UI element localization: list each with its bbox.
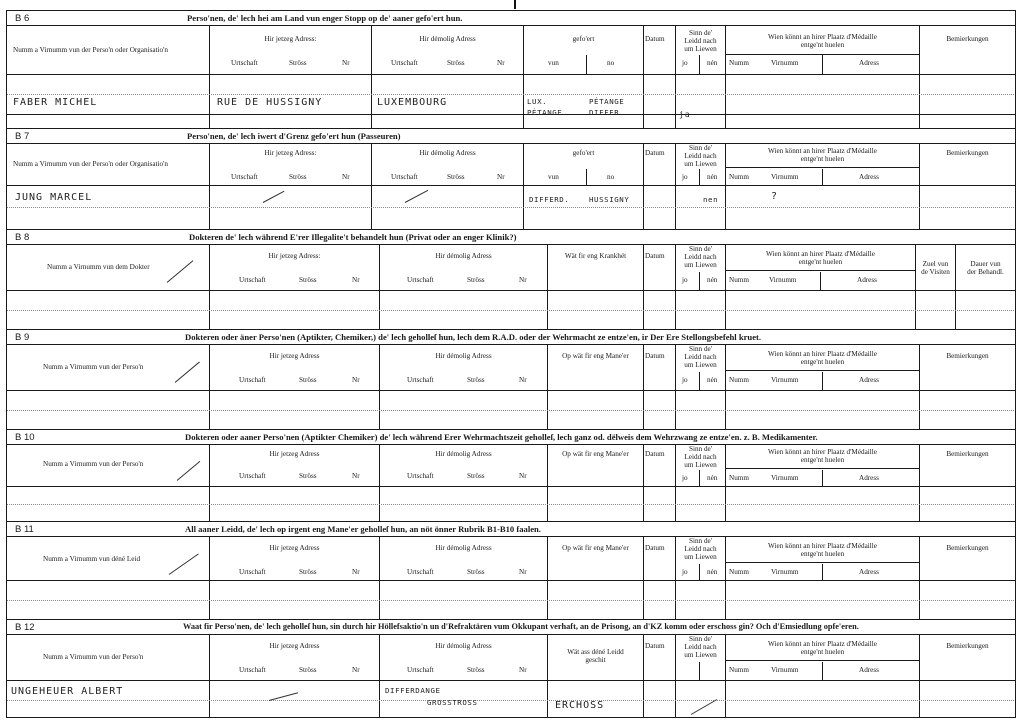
col-no: nén <box>707 376 718 384</box>
col-firstname: Virnumm <box>771 666 799 674</box>
col-street: Ströss <box>467 666 485 674</box>
col-surname: Numm <box>729 376 749 384</box>
col-to: no <box>607 173 615 181</box>
entry-alive: ja <box>679 110 691 119</box>
col-alive-1: Sinn de' <box>688 635 713 643</box>
col-current-address: Hir jetzeg Adress: <box>268 252 321 260</box>
col-nr: Nr <box>352 376 360 384</box>
col-person-name: Numm a Virnumm vun déné Leid <box>43 555 141 563</box>
col-locality: Urtschaft <box>239 568 266 576</box>
col-alive-1: Sinn de' <box>688 345 713 353</box>
col-address: Adress <box>859 173 879 181</box>
col-no: nén <box>707 276 718 284</box>
pen-stroke <box>167 260 194 283</box>
col-nr: Nr <box>497 173 505 181</box>
section-title: All aaner Leidd, de' lech op irgent eng Mane'er geholleſ hun, an nöt önner Rubrik B1-B10 faalen. <box>185 524 541 534</box>
col-alive-2: Leidd nach <box>684 253 717 261</box>
col-locality: Urtschaft <box>239 276 266 284</box>
col-former-address: Hir démolig Adress <box>435 252 492 260</box>
section-title: Dokteren de' lech während E'rer Illegalite't behandelt hun (Privat oder an enger Klinik?) <box>189 232 517 242</box>
col-remarks: Bemierkungen <box>946 544 989 552</box>
col-yes: jo <box>682 173 688 181</box>
col-manner: Op wät fir eng Mane'er <box>562 352 629 360</box>
col-manner: Op wät fir eng Mane'er <box>562 450 629 458</box>
col-locality: Urtschaft <box>391 173 418 181</box>
col-former-address: Hir démolig Adress <box>435 544 492 552</box>
col-former-address: Hir démolig Adress <box>435 450 492 458</box>
section-id: B 12 <box>15 622 35 633</box>
empty-cross-line <box>263 191 285 203</box>
col-locality: Urtschaft <box>239 376 266 384</box>
col-medal-2: entge'nt huelen <box>800 456 845 464</box>
col-address: Adress <box>859 568 879 576</box>
col-no: nén <box>707 568 718 576</box>
col-current-address: Hir jetzeg Adress <box>269 642 320 650</box>
entry-name: UNGEHEUER ALBERT <box>11 686 124 697</box>
entry-from: DIFFERD. <box>529 195 570 204</box>
col-date: Datum <box>645 642 665 650</box>
section-title: Perso'nen, de' lech hei am Land vun enger Stopp op de' aaner gefo'ert hun. <box>187 13 463 23</box>
col-surname: Numm <box>729 173 749 181</box>
col-locality: Urtschaft <box>407 666 434 674</box>
col-alive-1: Sinn de' <box>688 29 713 37</box>
col-date: Datum <box>645 35 665 43</box>
col-yes: jo <box>682 474 688 482</box>
col-alive-3: um Liewen <box>684 361 717 369</box>
col-medal-2: entge'nt huelen <box>800 358 845 366</box>
col-firstname: Virnumm <box>771 59 799 67</box>
col-current-address: Hir jetzeg Adress <box>269 352 320 360</box>
pen-stroke <box>177 461 201 481</box>
col-firstname: Virnumm <box>771 474 799 482</box>
col-remarks: Bemierkungen <box>946 352 989 360</box>
col-surname: Numm <box>729 474 749 482</box>
col-visits-2: de Visiten <box>921 268 950 276</box>
col-medal-2: entge'nt huelen <box>800 550 845 558</box>
pen-stroke <box>169 553 199 574</box>
col-locality: Urtschaft <box>407 376 434 384</box>
section-title: Waat fir Perso'nen, de' lech geholleſ hun, sin durch hir Höllefsaktio'n un d'Refraktären vum Okkupant verhaft, an de Prisong, an d'KZ komm oder erschoss gin? Och d'Emsiedlung opfe'eren. <box>183 622 859 631</box>
entry-former-address: LUXEMBOURG <box>377 97 448 108</box>
col-nr: Nr <box>342 59 350 67</box>
col-doctor-name: Numm a Virnumm vun dem Dokter <box>47 263 150 271</box>
col-nr: Nr <box>352 472 360 480</box>
section-id: B 7 <box>15 131 30 142</box>
col-nr: Nr <box>519 568 527 576</box>
col-alive-2: Leidd nach <box>684 453 717 461</box>
col-date: Datum <box>645 544 665 552</box>
col-from: vun <box>548 59 559 67</box>
col-yes: jo <box>682 568 688 576</box>
col-nr: Nr <box>497 59 505 67</box>
section-id: B 9 <box>15 332 30 343</box>
col-guided: gefo'ert <box>572 149 595 157</box>
section-b12 <box>7 619 1015 717</box>
col-from: vun <box>548 173 559 181</box>
entry-to-1: PÉTANGE <box>589 97 625 106</box>
col-person-name: Numm a Virnumm vun der Perso'n <box>43 363 144 371</box>
col-nr: Nr <box>342 173 350 181</box>
col-street: Ströss <box>447 173 465 181</box>
col-alive-3: um Liewen <box>684 261 717 269</box>
section-b8 <box>7 229 1015 329</box>
col-street: Ströss <box>447 59 465 67</box>
col-nr: Nr <box>352 568 360 576</box>
form-page <box>6 10 1016 718</box>
col-locality: Urtschaft <box>239 472 266 480</box>
col-guided: gefo'ert <box>572 35 595 43</box>
entry-from-2: PÉTANGE <box>527 108 563 117</box>
col-yes: jo <box>682 376 688 384</box>
col-street: Ströss <box>467 376 485 384</box>
entry-alive: nen <box>703 195 719 204</box>
col-illness: Wät fir eng Krankhét <box>564 252 627 260</box>
section-id: B 8 <box>15 232 30 243</box>
col-alive-1: Sinn de' <box>688 144 713 152</box>
col-medal-1: Wien könnt an hirer Plaatz d'Médaille <box>768 640 877 648</box>
col-nr: Nr <box>519 666 527 674</box>
col-date: Datum <box>645 149 665 157</box>
entry-from-1: LUX. <box>527 97 548 106</box>
col-address: Adress <box>857 276 877 284</box>
section-id: B 10 <box>15 432 35 443</box>
top-tick-mark <box>514 0 516 9</box>
col-date: Datum <box>645 352 665 360</box>
col-firstname: Virnumm <box>771 568 799 576</box>
col-surname: Numm <box>729 276 749 284</box>
col-medal-1: Wien könnt an hirer Plaatz d'Médaille <box>768 448 877 456</box>
col-alive-1: Sinn de' <box>688 245 713 253</box>
entry-to: HUSSIGNY <box>589 195 630 204</box>
col-no: nén <box>707 173 718 181</box>
col-current-address: Hir jetzeg Adress <box>269 450 320 458</box>
col-date: Datum <box>645 252 665 260</box>
section-b10 <box>7 429 1015 521</box>
section-b9 <box>7 329 1015 429</box>
col-current-address: Hir jetzeg Adress <box>269 544 320 552</box>
col-alive-3: um Liewen <box>684 461 717 469</box>
section-b6 <box>7 11 1015 128</box>
col-yes: jo <box>682 276 688 284</box>
col-surname: Numm <box>729 59 749 67</box>
col-address: Adress <box>859 666 879 674</box>
section-b7 <box>7 128 1015 229</box>
entry-to-2: DIFFER. <box>589 108 625 117</box>
col-nr: Nr <box>519 276 527 284</box>
col-manner: Op wät fir eng Mane'er <box>562 544 629 552</box>
col-alive-3: um Liewen <box>684 651 717 659</box>
col-alive-2: Leidd nach <box>684 37 717 45</box>
entry-current-address: RUE DE HUSSIGNY <box>217 97 323 108</box>
col-firstname: Virnumm <box>769 276 797 284</box>
col-firstname: Virnumm <box>771 376 799 384</box>
col-visits-1: Zuel vun <box>922 260 949 268</box>
col-street: Ströss <box>299 376 317 384</box>
col-locality: Urtschaft <box>407 568 434 576</box>
col-medal-1: Wien könnt an hirer Plaatz d'Médaille <box>768 147 877 155</box>
col-street: Ströss <box>467 472 485 480</box>
section-b11 <box>7 521 1015 619</box>
col-nr: Nr <box>352 276 360 284</box>
col-surname: Numm <box>729 568 749 576</box>
section-title: Perso'nen, de' lech iwert d'Grenz gefo'ert hun (Passeuren) <box>187 131 401 141</box>
empty-cross-line <box>405 190 428 203</box>
col-alive-2: Leidd nach <box>684 353 717 361</box>
col-former-address: Hir démolig Adress <box>419 149 476 157</box>
col-nr: Nr <box>352 666 360 674</box>
col-medal-1: Wien könnt an hirer Plaatz d'Médaille <box>768 542 877 550</box>
col-locality: Urtschaft <box>407 276 434 284</box>
col-alive-2: Leidd nach <box>684 643 717 651</box>
col-medal-1: Wien könnt an hirer Plaatz d'Médaille <box>768 350 877 358</box>
col-alive-2: Leidd nach <box>684 545 717 553</box>
col-surname: Numm <box>729 666 749 674</box>
entry-former-2: GROSSTROSS <box>427 698 478 707</box>
col-medal-2: entge'nt huelen <box>800 648 845 656</box>
entry-name: JUNG MARCEL <box>15 192 93 203</box>
section-title: Dokteren oder aaner Perso'nen (Aptikter Chemiker) de' lech während Erer Wehrmachtszeit geholleſ, lech ganz od. dëlweis dem Wehrzwang ze entze'en. z. B. Medikamenter. <box>185 432 818 442</box>
col-no: nén <box>707 474 718 482</box>
col-current-address: Hir jetzeg Adress: <box>264 35 317 43</box>
col-street: Ströss <box>299 666 317 674</box>
col-nr: Nr <box>519 472 527 480</box>
col-no: nén <box>707 59 718 67</box>
col-yes: jo <box>682 59 688 67</box>
col-medal-2: entge'nt huelen <box>800 41 845 49</box>
col-medal-1: Wien könnt an hirer Plaatz d'Médaille <box>768 33 877 41</box>
col-medal-1: Wien könnt an hirer Plaatz d'Médaille <box>766 250 875 258</box>
col-street: Ströss <box>299 276 317 284</box>
empty-cross-line <box>691 699 717 715</box>
col-street: Ströss <box>299 472 317 480</box>
col-address: Adress <box>859 376 879 384</box>
col-to: no <box>607 59 615 67</box>
col-remarks: Bemierkungen <box>946 35 989 43</box>
col-duration-1: Dauer vun <box>970 260 1001 268</box>
col-fate-1: Wät ass déné Leidd <box>567 648 624 656</box>
section-id: B 6 <box>15 13 30 24</box>
col-name: Numm a Virnumm vun der Perso'n oder Organisatio'n <box>13 46 169 54</box>
col-remarks: Bemierkungen <box>946 149 989 157</box>
section-title: Dokteren oder äner Perso'nen (Aptikter, Chemiker,) de' lech geholleſ hun, lech dem R.A.D. oder der Wehrmacht ze entze'en, ir Der Ere Stellongsbefehl kruet. <box>185 332 762 342</box>
col-alive-3: um Liewen <box>684 553 717 561</box>
col-street: Ströss <box>289 59 307 67</box>
col-former-address: Hir démolig Adress <box>435 352 492 360</box>
col-street: Ströss <box>289 173 307 181</box>
entry-fate: ERCHOSS <box>555 700 605 711</box>
col-fate-2: geschit <box>585 656 606 664</box>
pen-stroke <box>175 362 200 383</box>
col-locality: Urtschaft <box>231 59 258 67</box>
col-duration-2: der Behandl. <box>967 268 1004 276</box>
col-alive-2: Leidd nach <box>684 152 717 160</box>
col-locality: Urtschaft <box>231 173 258 181</box>
col-street: Ströss <box>467 276 485 284</box>
col-current-address: Hir jetzeg Adress: <box>264 149 317 157</box>
col-medal-2: entge'nt huelen <box>800 155 845 163</box>
col-person-name: Numm a Virnumm vun der Perso'n <box>43 653 144 661</box>
col-locality: Urtschaft <box>391 59 418 67</box>
col-locality: Urtschaft <box>407 472 434 480</box>
col-person-name: Numm a Virnumm vun der Perso'n <box>43 460 144 468</box>
col-street: Ströss <box>467 568 485 576</box>
col-remarks: Bemierkungen <box>946 450 989 458</box>
col-medal-2: entge'nt huelen <box>798 258 843 266</box>
col-remarks: Bemierkungen <box>946 642 989 650</box>
col-address: Adress <box>859 474 879 482</box>
col-name: Numm a Virnumm vun der Perso'n oder Organisatio'n <box>13 160 169 168</box>
entry-medal: ? <box>771 191 779 202</box>
col-date: Datum <box>645 450 665 458</box>
col-nr: Nr <box>519 376 527 384</box>
entry-former-1: DIFFERDANGE <box>385 686 441 695</box>
col-alive-1: Sinn de' <box>688 537 713 545</box>
col-former-address: Hir démolig Adress <box>419 35 476 43</box>
col-alive-1: Sinn de' <box>688 445 713 453</box>
col-alive-3: um Liewen <box>684 160 717 168</box>
entry-name: FABER MICHEL <box>13 97 98 108</box>
col-locality: Urtschaft <box>239 666 266 674</box>
col-street: Ströss <box>299 568 317 576</box>
col-firstname: Virnumm <box>771 173 799 181</box>
section-id: B 11 <box>15 524 34 535</box>
col-address: Adress <box>859 59 879 67</box>
col-alive-3: um Liewen <box>684 45 717 53</box>
col-former-address: Hir démolig Adress <box>435 642 492 650</box>
